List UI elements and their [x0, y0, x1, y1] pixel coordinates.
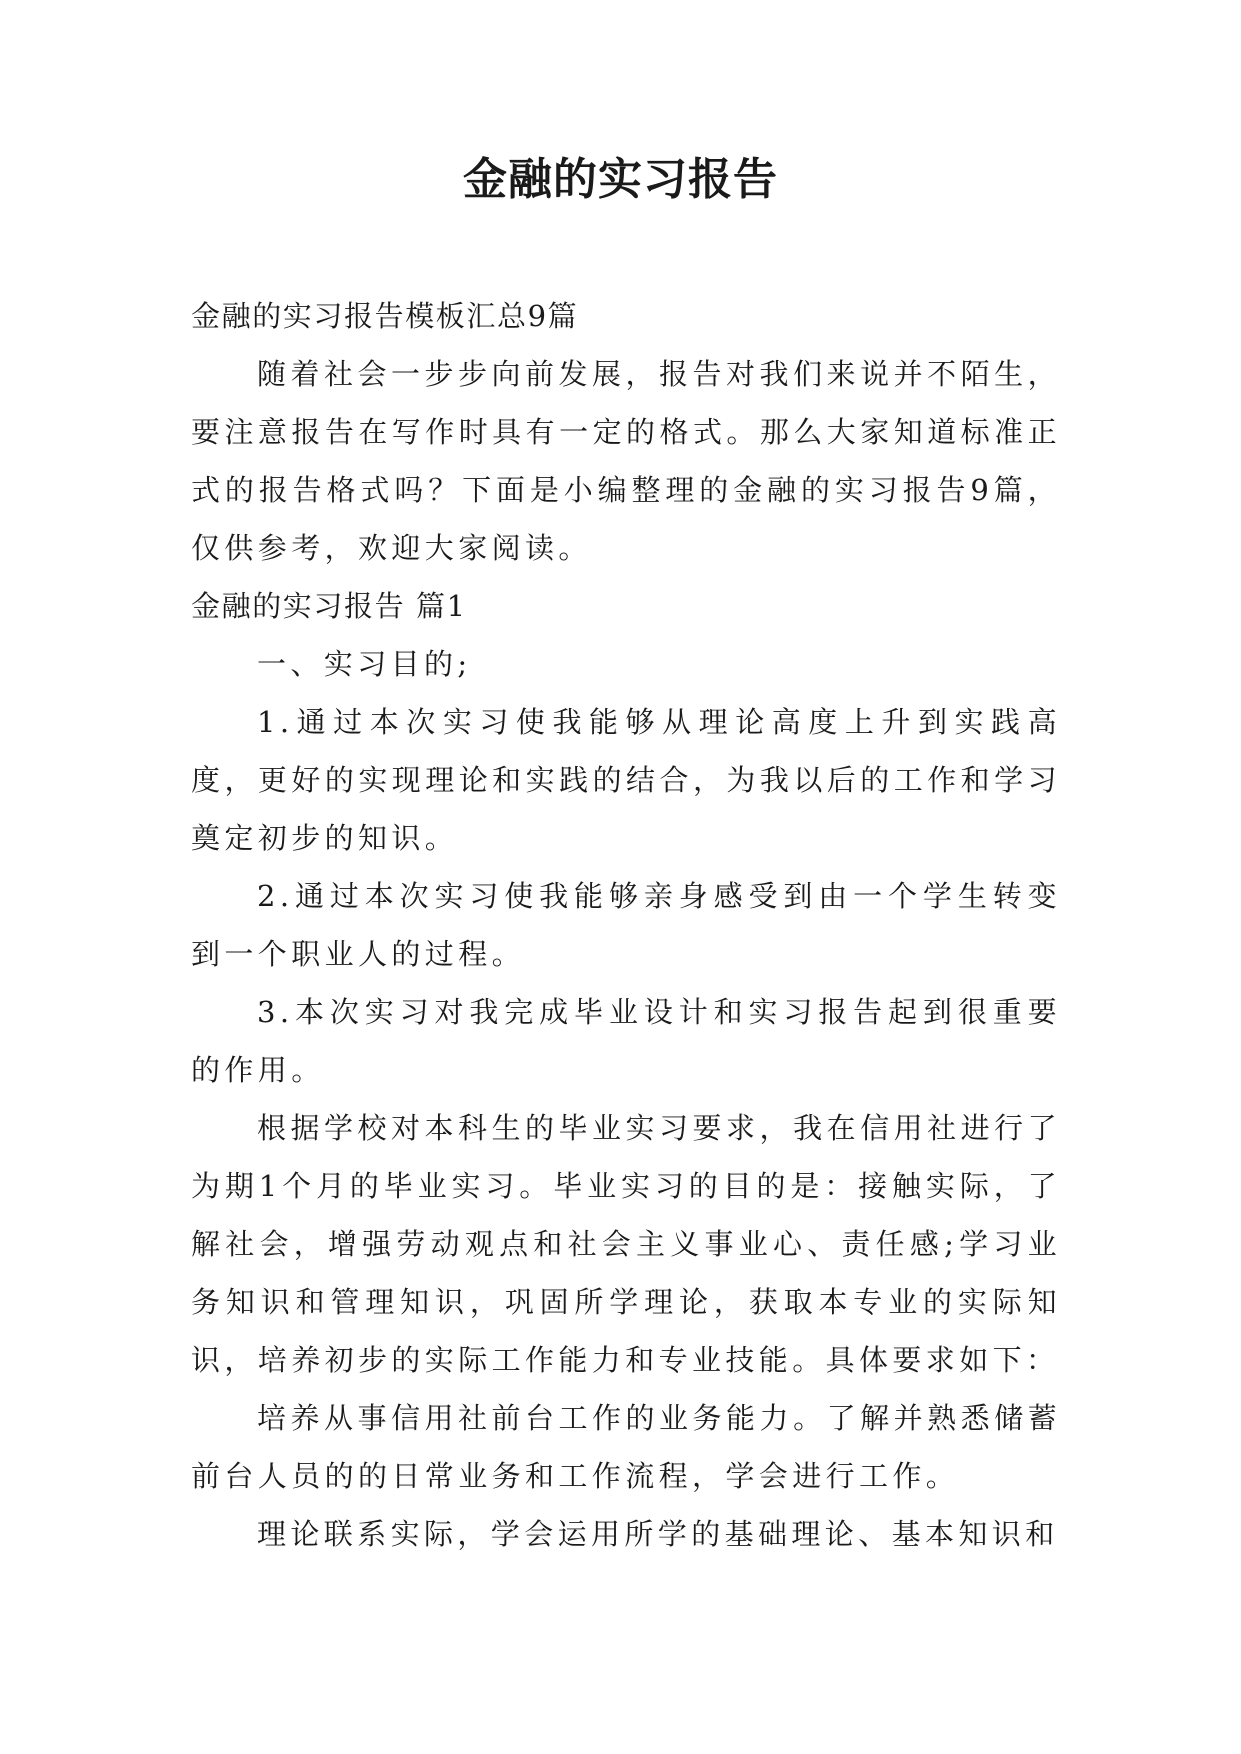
- section-heading: 金融的实习报告 篇1: [191, 589, 467, 623]
- paragraph: 培养从事信用社前台工作的业务能力。了解并熟悉储蓄前台人员的的日常业务和工作流程，学会进行工作。: [191, 1401, 1061, 1493]
- paragraph: 2.通过本次实习使我能够亲身感受到由一个学生转变到一个职业人的过程。: [191, 879, 1061, 971]
- paragraph: 一、实习目的;: [257, 647, 472, 681]
- paragraph: 3.本次实习对我完成毕业设计和实习报告起到很重要的作用。: [191, 995, 1061, 1087]
- paragraph: 1.通过本次实习使我能够从理论高度上升到实践高度，更好的实现理论和实践的结合，为我以后的工作和学习奠定初步的知识。: [191, 705, 1061, 855]
- paragraph: 根据学校对本科生的毕业实习要求，我在信用社进行了为期1个月的毕业实习。毕业实习的目的是：接触实际，了解社会，增强劳动观点和社会主义事业心、责任感;学习业务知识和管理知识，巩固所学理论，获取本专业的实际知识，培养初步的实际工作能力和专业技能。具体要求如下：: [191, 1111, 1061, 1377]
- document-body: [191, 287, 1061, 1563]
- document-title: 金融的实习报告: [463, 154, 778, 205]
- intro-paragraph: 随着社会一步步向前发展，报告对我们来说并不陌生，要注意报告在写作时具有一定的格式。那么大家知道标准正式的报告格式吗？下面是小编整理的金融的实习报告9篇，仅供参考，欢迎大家阅读。: [191, 357, 1061, 565]
- document-subtitle: 金融的实习报告模板汇总9篇: [191, 299, 579, 333]
- paragraph: 理论联系实际，学会运用所学的基础理论、基本知识和: [257, 1517, 1059, 1551]
